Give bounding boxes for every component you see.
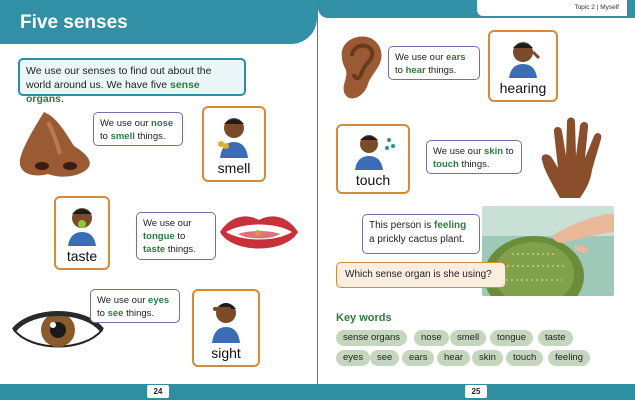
keyword-chip: nose xyxy=(414,330,449,346)
sense-word: see xyxy=(107,308,124,319)
organ-word: skin xyxy=(484,146,504,157)
sight-bubble xyxy=(90,289,180,323)
keyword-chip: eyes xyxy=(336,350,370,366)
keyword-chip: taste xyxy=(538,330,573,346)
sense-word: touch xyxy=(433,159,459,170)
topic-label: Topic 2 | Myself xyxy=(477,0,627,16)
bubble-text: to xyxy=(100,131,108,142)
taste-symbol xyxy=(54,196,110,270)
child-listening-icon xyxy=(503,38,543,78)
nose-illustration xyxy=(14,108,96,180)
hand-illustration xyxy=(540,114,610,198)
bubble-text: things. xyxy=(126,308,155,319)
symbol-label: smell xyxy=(217,160,251,176)
ear-illustration xyxy=(332,30,386,104)
symbol-label: sight xyxy=(211,345,241,361)
touch-symbol xyxy=(336,124,410,194)
smell-symbol xyxy=(202,106,266,182)
intro-text: We use our senses to find out about the world around us. We have five xyxy=(26,65,212,91)
page-number-left: 24 xyxy=(147,385,169,398)
keyword-chip: feeling xyxy=(548,350,590,366)
bubble-text: to xyxy=(97,308,105,319)
bubble-text: to xyxy=(505,146,514,157)
organ-word: eyes xyxy=(148,295,170,306)
keyword-chip: smell xyxy=(450,330,486,346)
hearing-symbol xyxy=(488,30,558,102)
bubble-text: We use our xyxy=(100,118,149,129)
bubble-text: things. xyxy=(428,65,457,76)
question-box xyxy=(362,214,480,254)
hearing-bubble xyxy=(388,46,480,80)
question-text: a prickly cactus plant. xyxy=(369,234,465,245)
keyword-chip: skin xyxy=(472,350,503,366)
organ-word: tongue xyxy=(143,231,175,242)
sense-word: hear xyxy=(405,65,426,76)
bubble-text: We use our xyxy=(395,52,444,63)
keywords-title: Key words xyxy=(336,312,392,324)
intro-box: We use our senses to find out about the world around us. We have five sense organs. xyxy=(18,58,246,96)
bubble-text: to xyxy=(395,65,403,76)
keyword-chip: tongue xyxy=(490,330,533,346)
child-smelling-icon xyxy=(214,114,254,158)
footer-band xyxy=(0,384,635,400)
bubble-text: We use our xyxy=(143,218,192,229)
page-title: Five senses xyxy=(20,12,128,33)
sense-word: taste xyxy=(143,244,166,255)
bubble-text: We use our xyxy=(433,146,482,157)
child-looking-icon xyxy=(205,297,247,343)
symbol-label: touch xyxy=(355,172,391,188)
smell-bubble xyxy=(93,112,183,146)
bubble-text: to xyxy=(177,231,186,242)
bubble-text: things. xyxy=(137,131,166,142)
sense-question: Which sense organ is she using? xyxy=(336,262,506,288)
bubble-text: things. xyxy=(461,159,490,170)
keyword-chip: sense organs xyxy=(336,330,407,346)
intro-highlight: sense organs xyxy=(26,79,200,105)
keyword-chip: hear xyxy=(437,350,470,366)
sight-symbol xyxy=(192,289,260,367)
organ-word: nose xyxy=(151,118,174,129)
keyword-chip: see xyxy=(370,350,399,366)
child-touching-icon xyxy=(349,132,397,170)
keyword-chip: touch xyxy=(506,350,543,366)
page-number-right: 25 xyxy=(465,385,487,398)
symbol-label: hearing xyxy=(499,80,547,96)
bubble-text: We use our xyxy=(97,295,146,306)
symbol-label: taste xyxy=(66,248,98,264)
child-eating-icon xyxy=(63,204,101,246)
mouth-illustration xyxy=(218,208,300,258)
touch-bubble xyxy=(426,140,522,174)
taste-bubble xyxy=(136,212,216,260)
organ-word: ears xyxy=(446,52,466,63)
question-highlight: feeling xyxy=(434,220,467,231)
question-text: This person is xyxy=(369,220,432,231)
bubble-text: things. xyxy=(167,244,196,255)
sense-word: smell xyxy=(110,131,135,142)
keyword-chip: ears xyxy=(402,350,434,366)
